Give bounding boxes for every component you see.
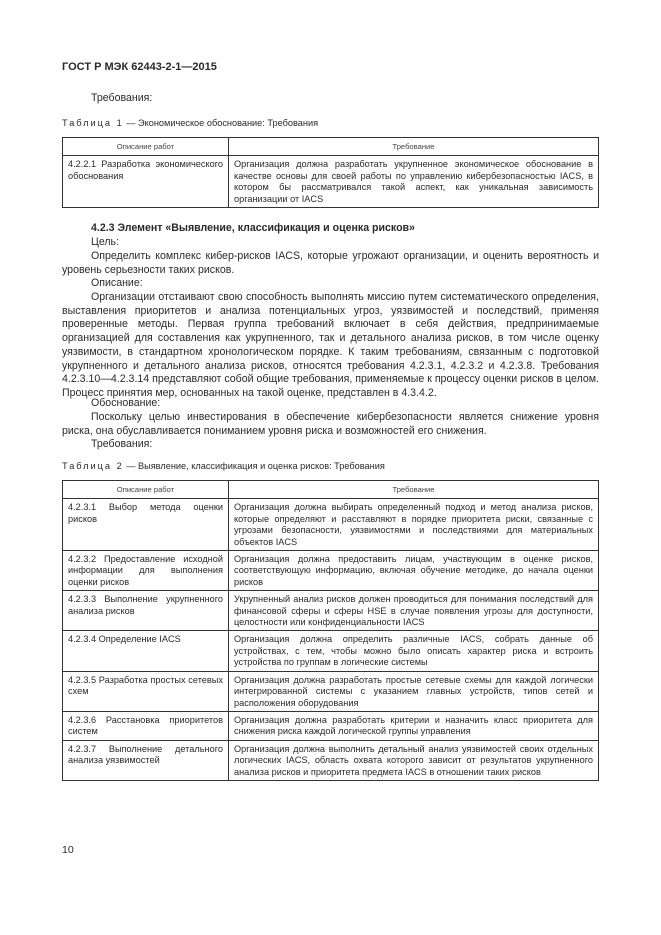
work-description-cell: 4.2.3.7 Выполнение детального анализа уязвимостей [63,740,229,780]
table-row [63,499,599,551]
work-description-cell: 4.2.3.3 Выполнение укрупненного анализа рисков [63,591,229,631]
description-text: Организации отстаивают свою способность выполнять миссию путем систематического определения, выставления приоритетов и анализа потенциальных угроз, уязвимостей и последствий, применяя проверенные методы. Первая группа требований включает в себя действия, предпринимаемые организацией для составления как укрупненного, так и детального анализа рисков, в том числе оценку уязвимости, в стандартном хронологическом порядке. К таким требованиям, связанным с подготовкой укрупненного и детального анализа рисков, относятся требования 4.2.3.1, 4.2.3.2 и 4.2.3.8. Требования 4.2.3.10—4.2.3.14 представляют собой общие требования, применяемые к процессу оценки рисков в целом. Процесс принятия мер, основанных на такой оценке, представлен в 4.3.4.2. [62,291,599,399]
column-header: Требование [229,481,599,499]
table-row [63,740,599,780]
table1-caption [62,118,318,128]
goal-text: Определить комплекс кибер-рисков IACS, которые угрожают организации, и оценить вероятность и уровень серьезности таких рисков. [62,250,599,276]
requirement-cell: Организация должна разработать простые сетевые схемы для каждой логически интегрированной системы с указанием главных устройств, типов сетей и расположения оборудования [229,671,599,711]
column-header: Требование [229,138,599,156]
work-description-cell: 4.2.2.1 Разработка экономического обоснования [63,156,229,208]
section-title: 4.2.3 Элемент «Выявление, классификация и оценка рисков» [91,222,415,234]
table-row [63,631,599,671]
rationale-label: Обоснование: [91,397,161,409]
table-header-row [63,138,599,156]
table2-caption-prefix: Таблица 2 [62,461,124,471]
description-label: Описание: [91,277,143,289]
requirement-cell: Организация должна разработать критерии и назначить класс приоритета для снижения риска каждой логической группы управления [229,711,599,740]
column-header: Описание работ [63,138,229,156]
work-description-cell: 4.2.3.5 Разработка простых сетевых схем [63,671,229,711]
table-row [63,551,599,591]
requirements-label: Требования: [91,92,153,104]
table1-caption-prefix: Таблица 1 [62,118,124,128]
goal-label: Цель: [91,236,120,248]
requirement-cell: Организация должна определить различные IACS, собрать данные об устройствах, с тем, чтобы можно было описать характер риска и встроить устройства по группам в логические системы [229,631,599,671]
table-2 [62,480,599,781]
table-row [63,711,599,740]
column-header: Описание работ [63,481,229,499]
work-description-cell: 4.2.3.2 Предоставление исходной информации для выполнения оценки рисков [63,551,229,591]
requirement-cell: Укрупненный анализ рисков должен проводиться для понимания последствий для финансовой сферы и сферы HSE в случае появления угрозы для доступности, целостности или конфиденциальности IACS [229,591,599,631]
requirements-label-2: Требования: [91,438,153,450]
work-description-cell: 4.2.3.1 Выбор метода оценки рисков [63,499,229,551]
requirement-cell: Организация должна разработать укрупненное экономическое обоснование в качестве основы для своей работы по управлению кибербезопасностью IACS, в котором бы рассматривался такой аспект, как уникальная зависимость организации от IACS [229,156,599,208]
work-description-cell: 4.2.3.4 Определение IACS [63,631,229,671]
table-header-row [63,481,599,499]
page-number: 10 [62,844,74,856]
requirement-cell: Организация должна выбирать определенный подход и метод анализа рисков, которые определяют и расставляют в порядке приоритета риски, связанные с угрозами безопасности, уязвимостями и последствиями для материальных объектов IACS [229,499,599,551]
table2-caption-text: — Выявление, классификация и оценка рисков: Требования [123,461,385,471]
requirement-cell: Организация должна предоставить лицам, участвующим в оценке рисков, соответствующую информацию, включая обучение методике, до начала оценки рисков [229,551,599,591]
table-1 [62,137,599,208]
requirement-cell: Организация должна выполнить детальный анализ уязвимостей своих отдельных логических IACS, область охвата которого зависит от результатов укрупненного анализа рисков и приоритета предмета IACS в отношении таких рисков [229,740,599,780]
document-header: ГОСТ Р МЭК 62443-2-1—2015 [62,61,217,73]
table2-caption [62,461,385,471]
table-row [63,671,599,711]
table-row [63,156,599,208]
table1-caption-text: — Экономическое обоснование: Требования [123,118,319,128]
table-row [63,591,599,631]
rationale-text: Поскольку целью инвестирования в обеспечение кибербезопасности является снижение уровня риска, она обуславливается пониманием уровня риска и возможностей его снижения. [62,411,599,437]
work-description-cell: 4.2.3.6 Расстановка приоритетов систем [63,711,229,740]
